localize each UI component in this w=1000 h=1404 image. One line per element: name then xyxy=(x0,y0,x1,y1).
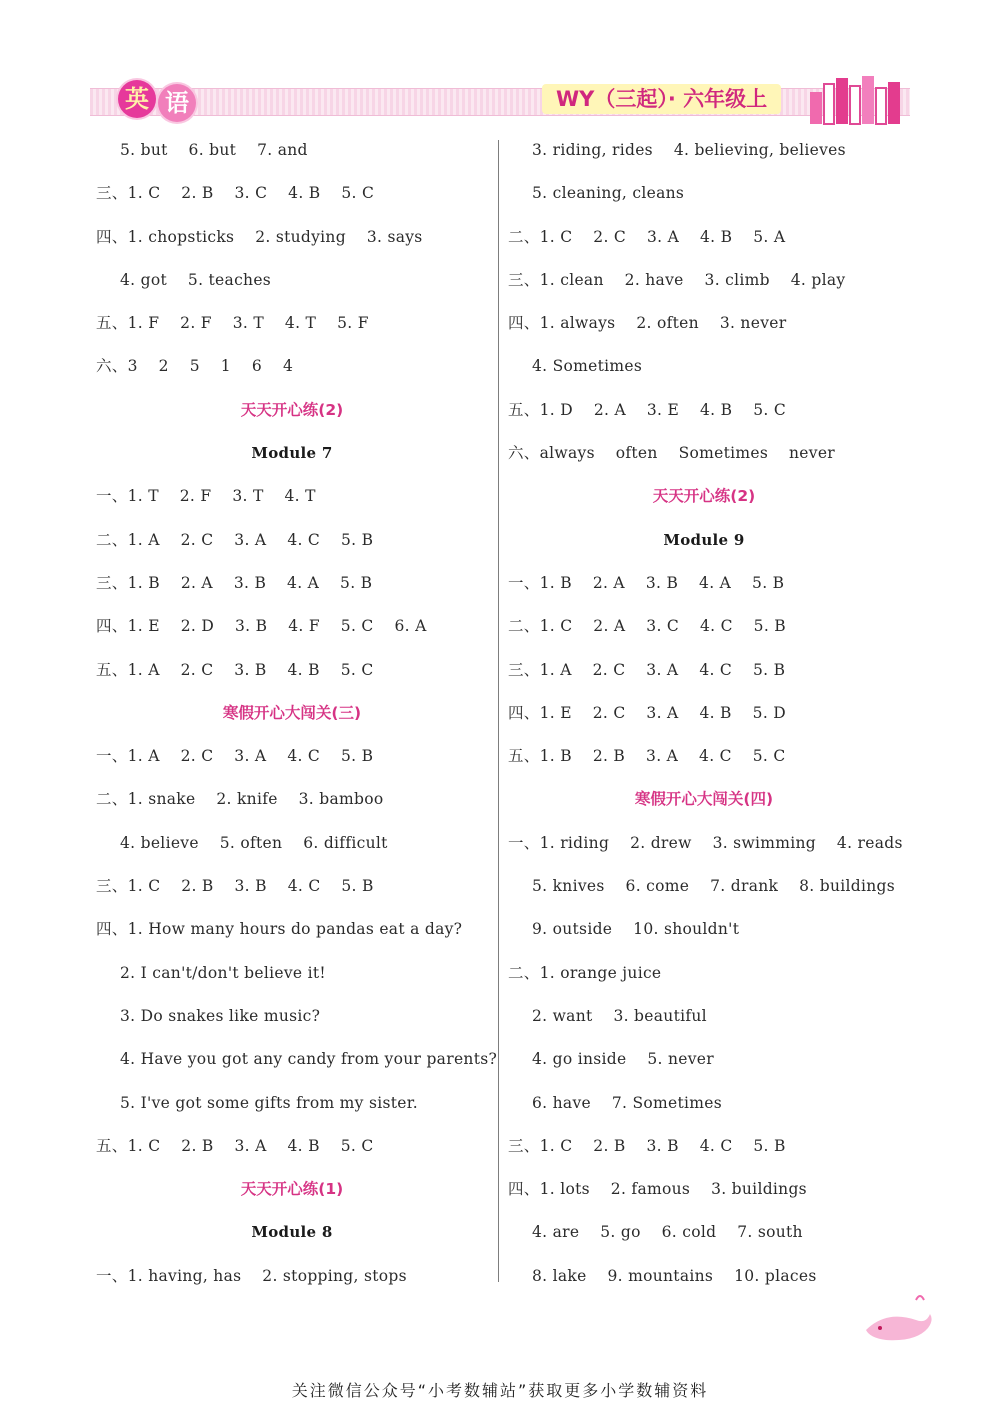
subject-badge xyxy=(118,80,196,122)
section-heading: 天天开心练(2) xyxy=(652,487,756,506)
answer-line: 3. Do snakes like music? xyxy=(120,1006,321,1025)
answer-line: 三、1. C 2. B 3. C 4. B 5. C xyxy=(96,184,375,203)
answer-line: 4. go inside 5. never xyxy=(532,1050,714,1069)
answer-line: 2. I can't/don't believe it! xyxy=(120,963,326,982)
section-heading: 天天开心练(1) xyxy=(240,1180,344,1199)
header-band xyxy=(90,88,910,116)
answer-line: 四、1. lots 2. famous 3. buildings xyxy=(508,1180,807,1199)
answer-line: 三、1. C 2. B 3. B 4. C 5. B xyxy=(508,1136,786,1155)
answer-line: 4. are 5. go 6. cold 7. south xyxy=(532,1223,803,1242)
answer-line: 五、1. D 2. A 3. E 4. B 5. C xyxy=(508,400,786,419)
answer-line: 5. cleaning, cleans xyxy=(532,184,685,203)
answer-line: 五、1. A 2. C 3. B 4. B 5. C xyxy=(96,660,374,679)
answer-line: 一、1. riding 2. drew 3. swimming 4. reads xyxy=(508,833,903,852)
module-heading: Module 8 xyxy=(251,1223,333,1242)
answer-line: 三、1. A 2. C 3. A 4. C 5. B xyxy=(508,660,786,679)
answer-line: 6. have 7. Sometimes xyxy=(532,1093,723,1112)
column-divider xyxy=(498,140,499,1282)
answer-line: 二、1. C 2. A 3. C 4. C 5. B xyxy=(508,617,786,636)
answer-line: 5. knives 6. come 7. drank 8. buildings xyxy=(532,877,895,896)
answer-line: 2. want 3. beautiful xyxy=(532,1006,707,1025)
answer-line: 五、1. F 2. F 3. T 4. T 5. F xyxy=(96,314,369,333)
books-icon xyxy=(806,72,906,126)
left-answer-column xyxy=(96,130,496,1299)
module-heading: Module 9 xyxy=(663,530,745,549)
section-heading: 寒假开心大闯关(三) xyxy=(222,703,362,722)
answer-line: 一、1. having, has 2. stopping, stops xyxy=(96,1266,407,1285)
page-header xyxy=(90,78,910,126)
answer-line: 六、3 2 5 1 6 4 xyxy=(96,357,294,376)
answer-line: 5. I've got some gifts from my sister. xyxy=(120,1093,418,1112)
answer-line: 五、1. C 2. B 3. A 4. B 5. C xyxy=(96,1136,374,1155)
answer-line: 4. believe 5. often 6. difficult xyxy=(120,833,388,852)
answer-line: 一、1. T 2. F 3. T 4. T xyxy=(96,487,316,506)
answer-line: 9. outside 10. shouldn't xyxy=(532,920,740,939)
answer-line: 8. lake 9. mountains 10. places xyxy=(532,1266,817,1285)
answer-line: 4. Have you got any candy from your parents? xyxy=(120,1050,498,1069)
answer-line: 4. got 5. teaches xyxy=(120,270,272,289)
answer-line: 二、1. A 2. C 3. A 4. C 5. B xyxy=(96,530,374,549)
answer-line: 四、1. always 2. often 3. never xyxy=(508,314,787,333)
answer-line: 四、1. E 2. D 3. B 4. F 5. C 6. A xyxy=(96,617,427,636)
footer-promo: 关注微信公众号“小考数辅站”获取更多小学数辅资料 xyxy=(291,1381,709,1400)
answer-line: 3. riding, rides 4. believing, believes xyxy=(532,141,846,159)
answer-line: 六、always often Sometimes never xyxy=(508,444,836,463)
grade-label: WY（三起）· 六年级上 xyxy=(542,84,781,114)
section-heading: 天天开心练(2) xyxy=(240,400,344,419)
module-heading: Module 7 xyxy=(251,444,333,463)
answer-line: 四、1. How many hours do pandas eat a day? xyxy=(96,920,463,939)
answer-line: 四、1. E 2. C 3. A 4. B 5. D xyxy=(508,703,786,722)
section-heading: 寒假开心大闯关(四) xyxy=(634,790,774,809)
answer-line: 二、1. orange juice xyxy=(508,963,662,982)
answer-line: 三、1. C 2. B 3. B 4. C 5. B xyxy=(96,877,374,896)
answer-line: 4. Sometimes xyxy=(532,357,643,376)
answer-line: 一、1. B 2. A 3. B 4. A 5. B xyxy=(508,573,785,592)
answer-line: 二、1. C 2. C 3. A 4. B 5. A xyxy=(508,227,786,246)
answer-line: 三、1. clean 2. have 3. climb 4. play xyxy=(508,270,846,289)
subject-char-1: 英 xyxy=(118,80,156,118)
answer-line: 一、1. A 2. C 3. A 4. C 5. B xyxy=(96,747,374,766)
answer-line: 二、1. snake 2. knife 3. bamboo xyxy=(96,790,384,809)
answer-line: 五、1. B 2. B 3. A 4. C 5. C xyxy=(508,747,786,766)
answer-line: 四、1. chopsticks 2. studying 3. says xyxy=(96,227,423,246)
answer-line: 三、1. B 2. A 3. B 4. A 5. B xyxy=(96,573,373,592)
answer-line: 5. but 6. but 7. and xyxy=(120,141,308,159)
right-answer-column xyxy=(508,130,908,1299)
subject-char-2: 语 xyxy=(158,84,196,122)
